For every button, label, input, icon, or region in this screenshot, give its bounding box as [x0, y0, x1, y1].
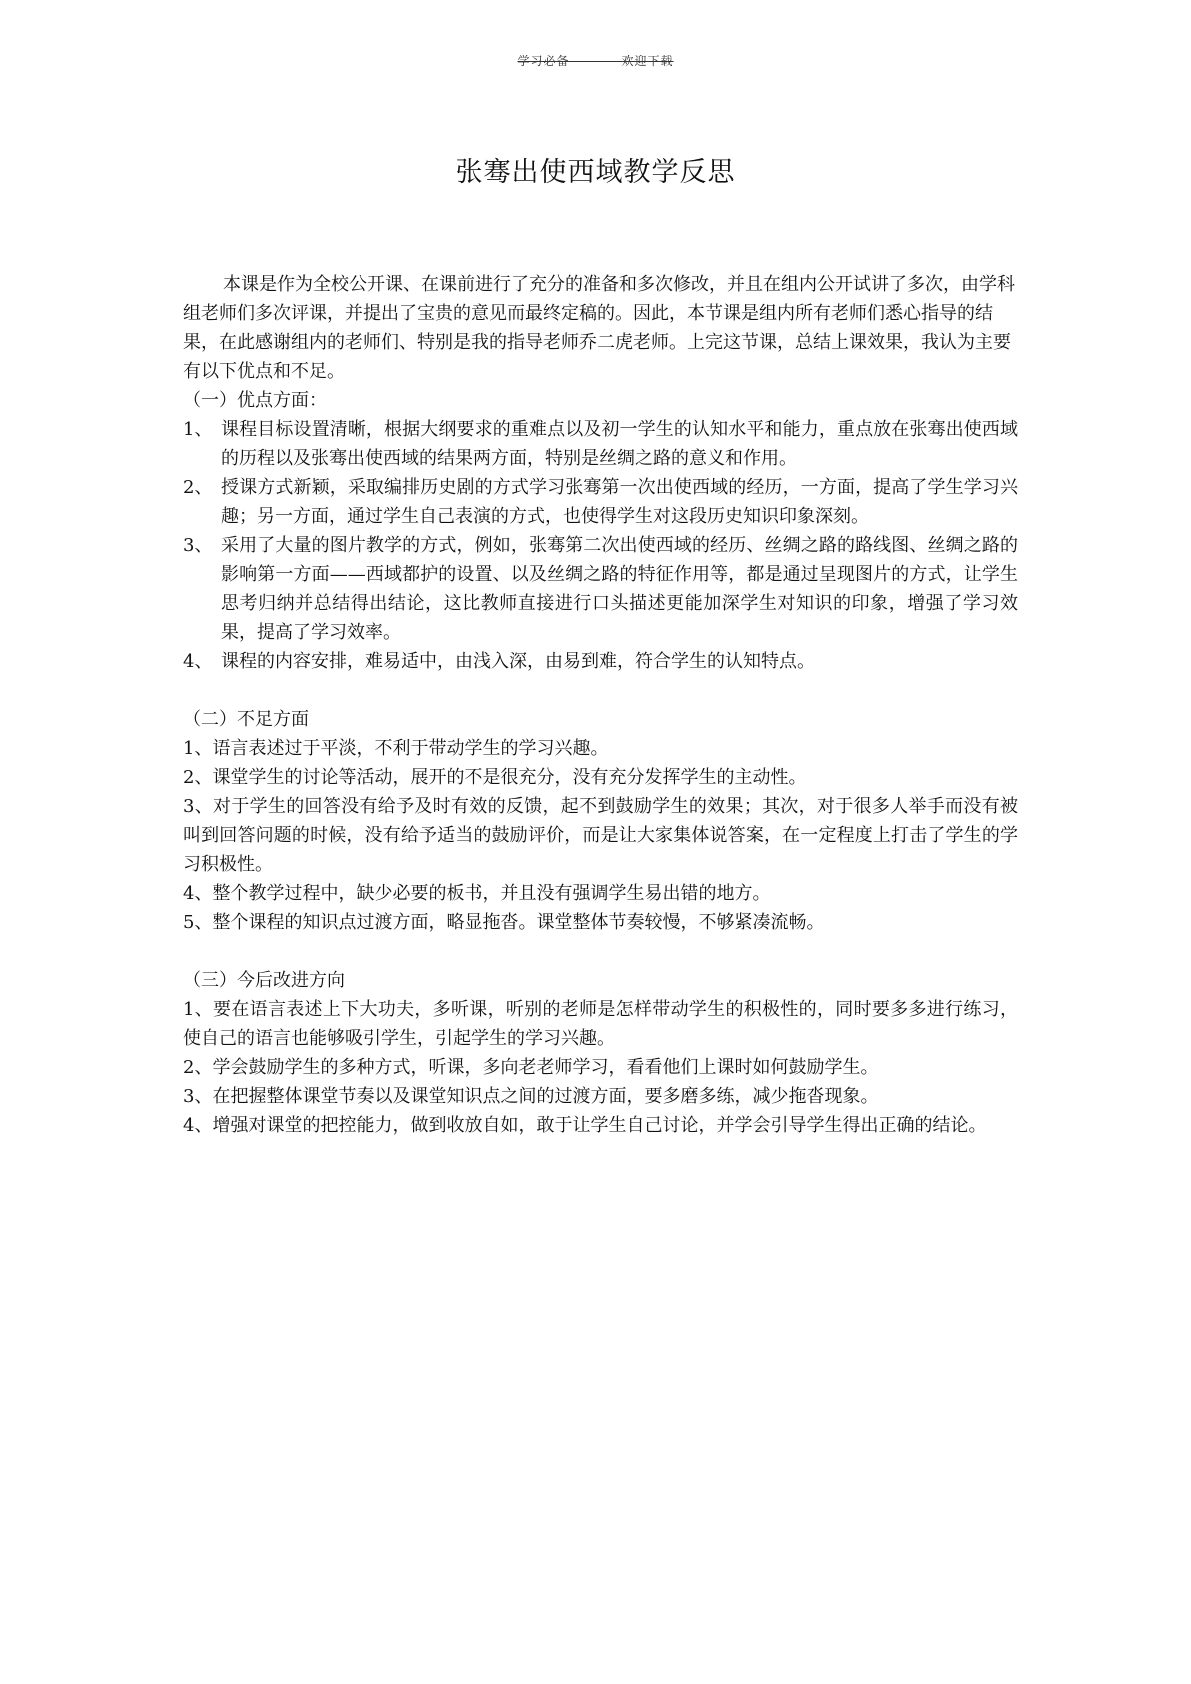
list-item-number: 4、: [183, 651, 213, 672]
improvements-list: [183, 995, 1018, 1140]
intro-paragraph: 本课是作为全校公开课、在课前进行了充分的准备和多次修改，并且在组内公开试讲了多次，由学科组老师们多次评课，并提出了宝贵的意见而最终定稿的。因此，本节课是组内所有老师们悉心指导的结果，在此感谢组内的老师们、特别是我的指导老师乔二虎老师。上完这节课，总结上课效果，我认为主要有以下优点和不足。: [183, 274, 1015, 382]
list-item: 4、增强对课堂的把控能力，做到收放自如，敢于让学生自己讨论，并学会引导学生得出正确的结论。: [183, 1115, 987, 1136]
list-item-text: 课程目标设置清晰，根据大纲要求的重难点以及初一学生的认知水平和能力，重点放在张骞出使西域的历程以及张骞出使西域的结果两方面，特别是丝绸之路的意义和作用。: [221, 419, 1018, 469]
list-item: 4、整个教学过程中，缺少必要的板书，并且没有强调学生易出错的地方。: [183, 883, 771, 904]
section-heading-strengths: （一）优点方面：: [183, 390, 327, 411]
section-heading-weaknesses: （二）不足方面: [183, 709, 309, 730]
list-item: [183, 647, 1018, 676]
list-item: 1、要在语言表述上下大功夫，多听课，听别的老师是怎样带动学生的积极性的，同时要多多进行练习，使自己的语言也能够吸引学生，引起学生的学习兴趣。: [183, 999, 1018, 1049]
list-item-number: 3、: [183, 535, 213, 556]
strengths-list: [183, 415, 1018, 676]
list-item-number: 1、: [183, 419, 213, 440]
list-item-text: 课程的内容安排，难易适中，由浅入深，由易到难，符合学生的认知特点。: [221, 651, 815, 672]
list-item: 2、课堂学生的讨论等活动，展开的不是很充分，没有充分发挥学生的主动性。: [183, 767, 807, 788]
weaknesses-list: [183, 734, 1018, 937]
section-heading-improvements: （三）今后改进方向: [183, 970, 345, 991]
list-item: 3、在把握整体课堂节奏以及课堂知识点之间的过渡方面，要多磨多练，减少拖沓现象。: [183, 1086, 879, 1107]
list-item-text: 授课方式新颖，采取编排历史剧的方式学习张骞第一次出使西域的经历，一方面，提高了学生学习兴趣；另一方面，通过学生自己表演的方式，也使得学生对这段历史知识印象深刻。: [221, 477, 1018, 527]
list-item: 2、学会鼓励学生的多种方式，听课，多向老老师学习，看看他们上课时如何鼓励学生。: [183, 1057, 879, 1078]
list-item: 1、语言表述过于平淡，不利于带动学生的学习兴趣。: [183, 738, 609, 759]
header-banner-text: 学习必备————欢迎下载: [517, 54, 674, 68]
document-title: 张骞出使西域教学反思: [455, 157, 736, 188]
list-item: [183, 415, 1018, 473]
list-item: 5、整个课程的知识点过渡方面，略显拖沓。课堂整体节奏较慢，不够紧凑流畅。: [183, 912, 825, 933]
spacer: [183, 676, 1018, 705]
list-item: 3、对于学生的回答没有给予及时有效的反馈，起不到鼓励学生的效果；其次，对于很多人举手而没有被叫到回答问题的时候，没有给予适当的鼓励评价，而是让大家集体说答案，在一定程度上打击了学生的学习积极性。: [183, 796, 1018, 875]
list-item-text: 采用了大量的图片教学的方式，例如，张骞第二次出使西域的经历、丝绸之路的路线图、丝绸之路的影响第一方面——西域都护的设置、以及丝绸之路的特征作用等，都是通过呈现图片的方式，让学生思考归纳并总结得出结论，这比教师直接进行口头描述更能加深学生对知识的印象，增强了学习效果，提高了学习效率。: [221, 535, 1018, 643]
header-banner: [0, 52, 1191, 69]
spacer: [183, 937, 1018, 966]
list-item-number: 2、: [183, 477, 213, 498]
list-item: [183, 531, 1018, 647]
document-body: [183, 270, 1018, 1140]
list-item: [183, 473, 1018, 531]
